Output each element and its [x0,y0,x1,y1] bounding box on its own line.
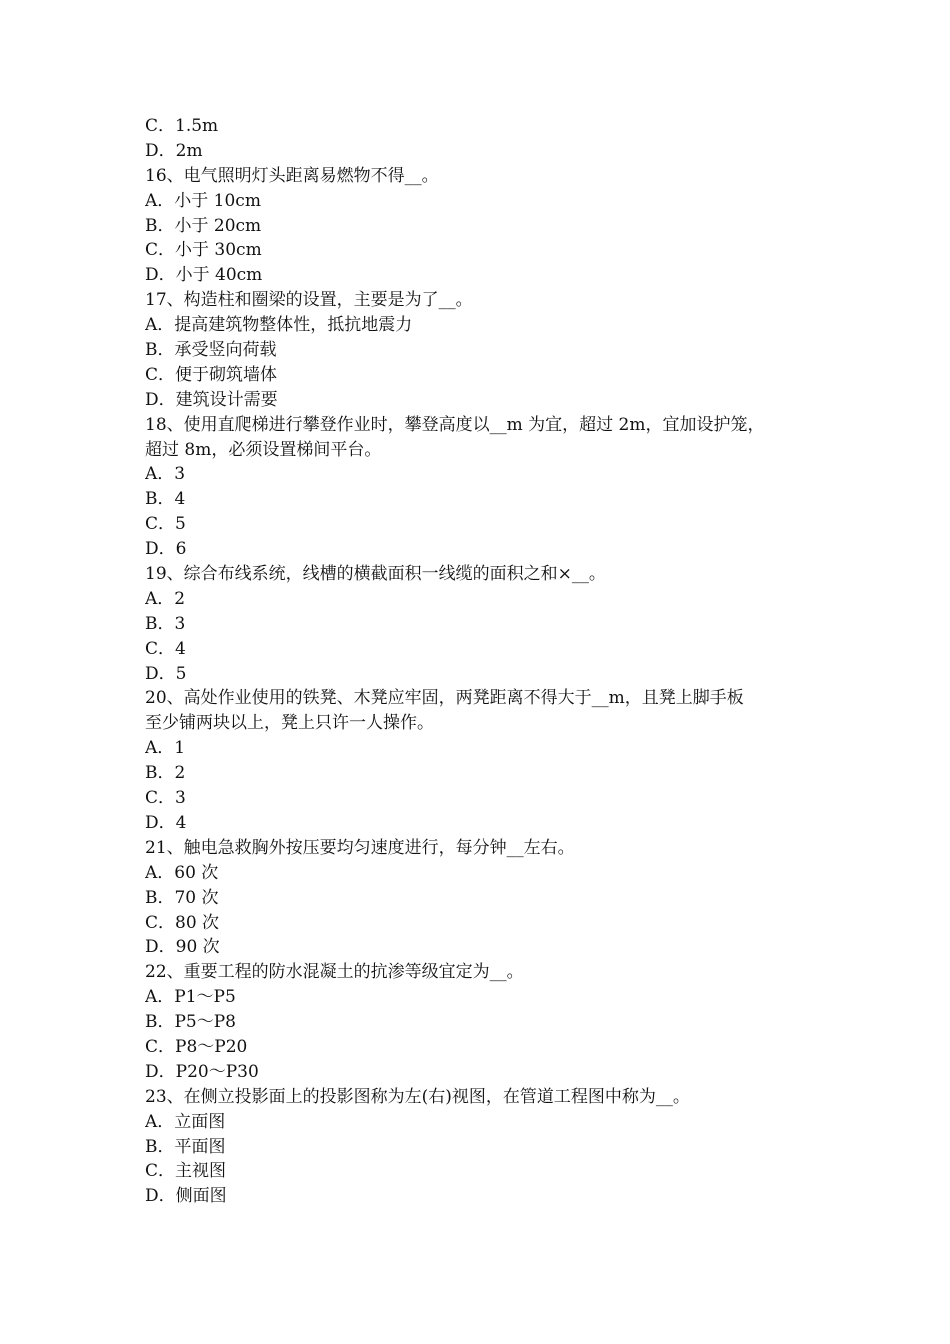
option-line: A．2 [145,588,186,609]
option-line: C．小于 30cm [145,240,262,261]
option-line: D．P20～P30 [145,1061,259,1082]
question-line: 20、高处作业使用的铁凳、木凳应牢固，两凳距离不得大于__m，且凳上脚手板 [145,688,744,709]
option-line: B．小于 20cm [145,215,262,236]
option-line: B．平面图 [145,1136,226,1157]
question-line-continued: 超过 8m，必须设置梯间平台。 [145,439,382,460]
option-line: C．3 [145,788,186,809]
question-line: 19、综合布线系统，线槽的横截面积一线缆的面积之和×__。 [145,564,606,585]
option-line: C．便于砌筑墙体 [145,364,278,385]
option-line: D．侧面图 [145,1186,227,1207]
option-line: B．70 次 [145,887,219,908]
option-line: A．立面图 [145,1111,226,1132]
question-line: 22、重要工程的防水混凝土的抗渗等级宜定为__。 [145,962,524,983]
option-line: C．4 [145,638,186,659]
option-line: A．3 [145,464,186,485]
option-line: B．P5～P8 [145,1012,237,1033]
option-line: C．1.5m [145,116,219,136]
option-line: A．小于 10cm [145,190,261,211]
option-line: B．2 [145,763,186,784]
question-line: 16、电气照明灯头距离易燃物不得__。 [145,165,439,186]
option-line: D．6 [145,539,187,560]
document-page [145,114,815,1209]
question-line-continued: 至少铺两块以上，凳上只许一人操作。 [145,713,434,734]
option-line: A．P1～P5 [145,987,236,1008]
option-line: C．80 次 [145,912,220,933]
question-line: 21、触电急救胸外按压要均匀速度进行，每分钟__左右。 [145,837,575,858]
option-line: D．4 [145,812,187,833]
question-line: 23、在侧立投影面上的投影图称为左(右)视图，在管道工程图中称为__。 [145,1086,690,1107]
option-line: D．建筑设计需要 [145,389,278,410]
question-line: 17、构造柱和圈梁的设置，主要是为了__。 [145,290,473,311]
option-line: C．5 [145,514,186,535]
option-line: D．2m [145,140,203,161]
option-line: B．3 [145,613,186,634]
option-line: D．小于 40cm [145,265,263,286]
option-line: A．60 次 [145,862,219,883]
option-line: A．1 [145,738,186,759]
option-line: C．P8～P20 [145,1036,248,1057]
option-line: A．提高建筑物整体性，抵抗地震力 [145,315,413,336]
option-line: B．承受竖向荷载 [145,340,277,361]
option-line: C．主视图 [145,1161,227,1182]
question-line: 18、使用直爬梯进行攀登作业时，攀登高度以__m 为宜，超过 2m，宜加设护笼， [145,414,765,435]
option-line: D．5 [145,663,187,684]
option-line: D．90 次 [145,937,220,958]
option-line: B．4 [145,489,186,510]
